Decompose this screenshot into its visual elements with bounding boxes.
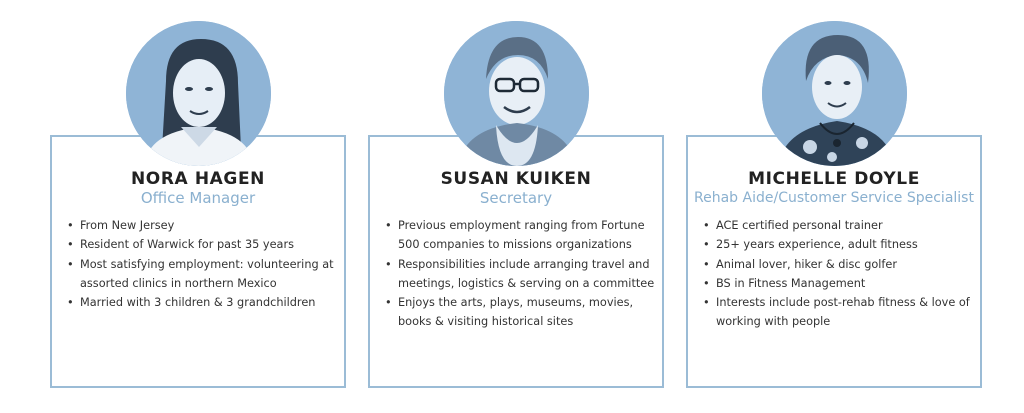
staff-name: MICHELLE DOYLE bbox=[748, 169, 920, 189]
staff-card-susan-kuiken bbox=[368, 135, 664, 388]
staff-photo-susan-kuiken bbox=[444, 21, 589, 166]
staff-name: NORA HAGEN bbox=[130, 169, 266, 189]
bullet-item: • Resident of Warwick for past 35 years bbox=[67, 235, 338, 254]
bullet-item: • Previous employment ranging from Fortune 500 companies to missions organizations bbox=[385, 216, 656, 255]
bullet-item: • ACE certified personal trainer bbox=[703, 216, 974, 235]
staff-role: Rehab Aide/Customer Service Specialist bbox=[694, 190, 974, 206]
staff-bullet-list bbox=[703, 216, 974, 332]
staff-role: Office Manager bbox=[140, 189, 256, 207]
bullet-item: • Married with 3 children & 3 grandchildren bbox=[67, 293, 338, 312]
bullet-item: • 25+ years experience, adult fitness bbox=[703, 235, 974, 254]
staff-name: SUSAN KUIKEN bbox=[440, 169, 592, 189]
staff-card-michelle-doyle bbox=[686, 135, 982, 388]
staff-bullet-list bbox=[385, 216, 656, 332]
staff-role: Secretary bbox=[479, 189, 553, 207]
bullet-item: • Most satisfying employment: volunteering at assorted clinics in northern Mexico bbox=[67, 255, 338, 294]
staff-photo-nora-hagen bbox=[126, 21, 271, 166]
bullet-item: • BS in Fitness Management bbox=[703, 274, 974, 293]
bullet-item: • Responsibilities include arranging travel and meetings, logistics & serving on a committee bbox=[385, 255, 656, 294]
staff-photo-michelle-doyle bbox=[762, 21, 907, 166]
staff-card-nora-hagen bbox=[50, 135, 346, 388]
bullet-item: • Interests include post-rehab fitness & love of working with people bbox=[703, 293, 974, 332]
bullet-item: • Enjoys the arts, plays, museums, movies, books & visiting historical sites bbox=[385, 293, 656, 332]
staff-bullet-list bbox=[67, 216, 338, 312]
bullet-item: • Animal lover, hiker & disc golfer bbox=[703, 255, 974, 274]
bullet-item: • From New Jersey bbox=[67, 216, 338, 235]
